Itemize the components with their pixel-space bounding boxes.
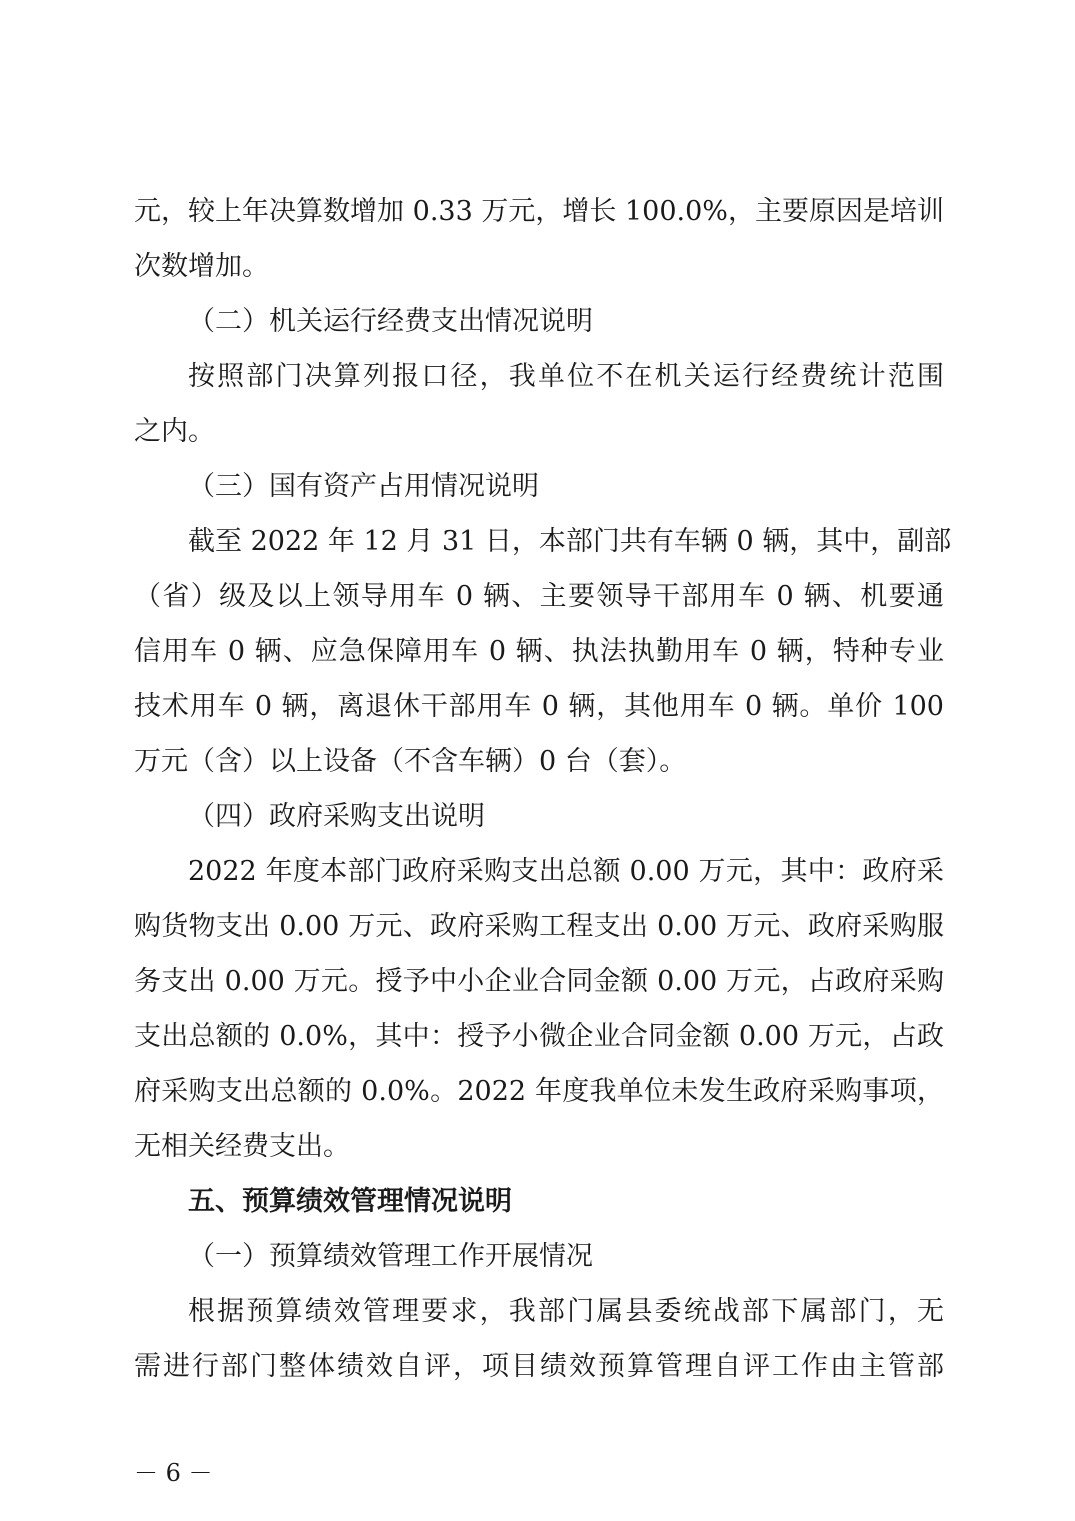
subsection-heading: （一）预算绩效管理工作开展情况 — [188, 1241, 593, 1272]
body-text-line: 之内。 — [134, 416, 215, 447]
subsection-heading: （三）国有资产占用情况说明 — [188, 471, 539, 502]
body-text-line: 根据预算绩效管理要求，我部门属县委统战部下属部门，无 — [188, 1296, 944, 1327]
body-text-line: 信用车 0 辆、应急保障用车 0 辆、执法执勤用车 0 辆，特种专业 — [134, 636, 944, 667]
subsection-heading: （四）政府采购支出说明 — [188, 801, 485, 832]
body-text-line: 需进行部门整体绩效自评，项目绩效预算管理自评工作由主管部 — [134, 1351, 944, 1382]
body-text-line: 元，较上年决算数增加 0.33 万元，增长 100.0%，主要原因是培训 — [134, 196, 944, 227]
body-text-line: 购货物支出 0.00 万元、政府采购工程支出 0.00 万元、政府采购服 — [134, 911, 944, 942]
section-heading: 五、预算绩效管理情况说明 — [188, 1186, 512, 1217]
subsection-heading: （二）机关运行经费支出情况说明 — [188, 306, 593, 337]
body-text-line: 截至 2022 年 12 月 31 日，本部门共有车辆 0 辆，其中，副部 — [188, 526, 952, 557]
body-text-line: 支出总额的 0.0%，其中：授予小微企业合同金额 0.00 万元，占政 — [134, 1021, 944, 1052]
body-text-line: 按照部门决算列报口径，我单位不在机关运行经费统计范围 — [188, 361, 944, 392]
body-text-line: 技术用车 0 辆，离退休干部用车 0 辆，其他用车 0 辆。单价 100 — [134, 691, 944, 722]
body-text-line: （省）级及以上领导用车 0 辆、主要领导干部用车 0 辆、机要通 — [134, 581, 944, 612]
body-text-line: 无相关经费支出。 — [134, 1131, 350, 1162]
body-text-line: 务支出 0.00 万元。授予中小企业合同金额 0.00 万元，占政府采购 — [134, 966, 944, 997]
body-text-line: 2022 年度本部门政府采购支出总额 0.00 万元，其中：政府采 — [188, 856, 944, 887]
page-number: － 6 － — [134, 1459, 213, 1487]
body-text-line: 万元（含）以上设备（不含车辆）0 台（套）。 — [134, 746, 687, 777]
body-text-line: 府采购支出总额的 0.0%。2022 年度我单位未发生政府采购事项， — [134, 1076, 944, 1107]
body-text-line: 次数增加。 — [134, 251, 269, 282]
document-body — [134, 184, 952, 1394]
